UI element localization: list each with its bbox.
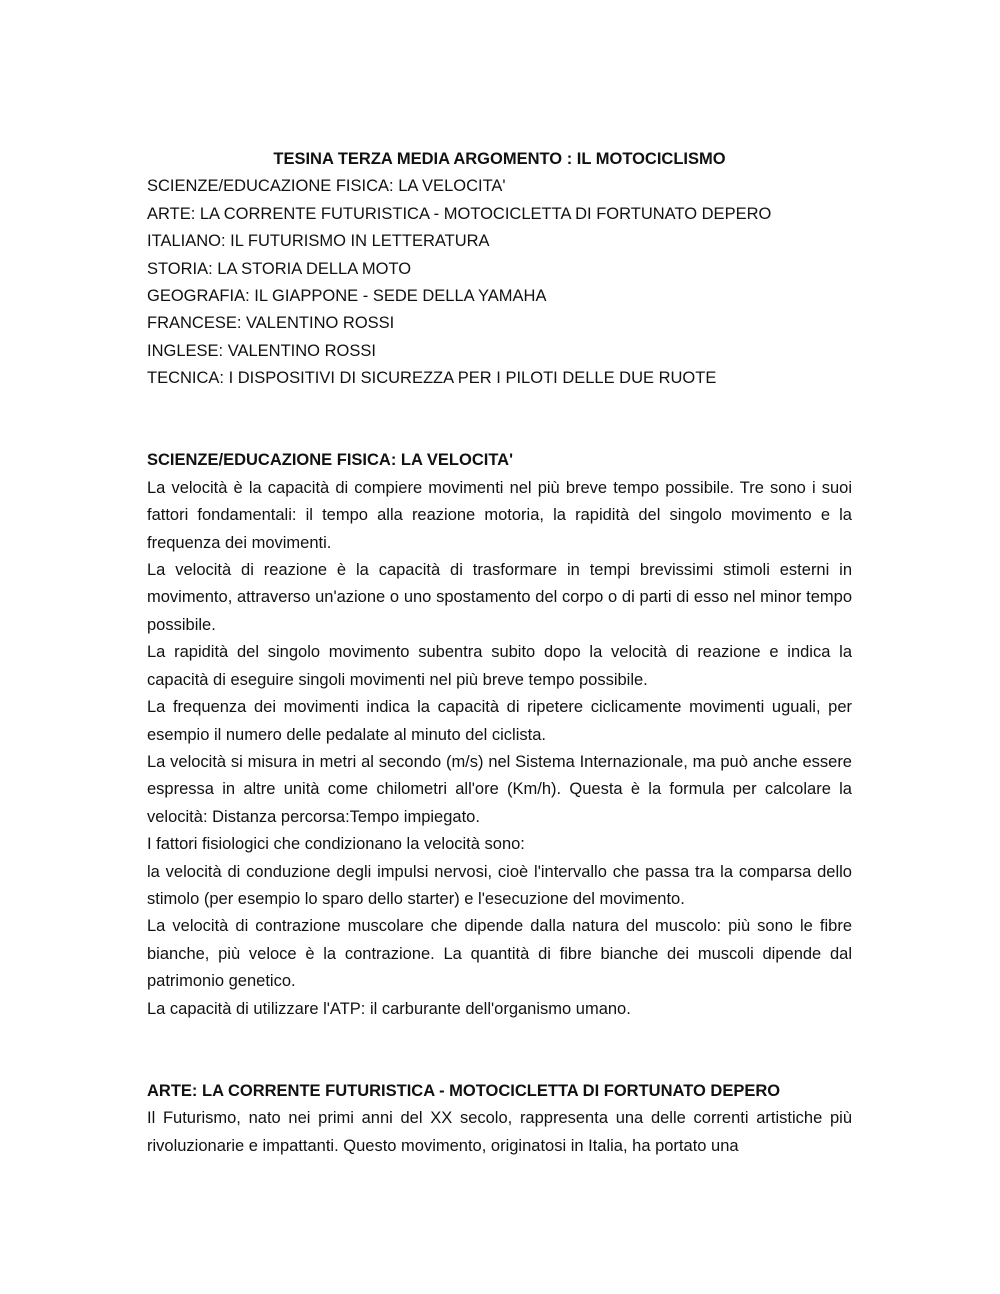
paragraph: La velocità è la capacità di compiere movimenti nel più breve tempo possibile. Tre sono i suoi fattori fondamentali: il tempo alla reazione motoria, la rapidità del singolo movimento e la frequenza dei movimenti. [147, 478, 852, 552]
toc-item: SCIENZE/EDUCAZIONE FISICA: LA VELOCITA' [147, 177, 506, 196]
toc-item: FRANCESE: VALENTINO ROSSI [147, 314, 395, 333]
paragraph: La velocità di reazione è la capacità di trasformare in tempi brevissimi stimoli esterni in movimento, attraverso un'azione o uno spostamento del corpo o di parti di esso nel minor tempo possibile. [147, 561, 852, 634]
section-velocita [147, 447, 852, 1023]
paragraph: I fattori fisiologici che condizionano la velocità sono: [147, 835, 525, 854]
table-of-contents [147, 173, 852, 392]
document-title: TESINA TERZA MEDIA ARGOMENTO : IL MOTOCICLISMO [273, 150, 726, 168]
section-heading: SCIENZE/EDUCAZIONE FISICA: LA VELOCITA' [147, 451, 514, 470]
toc-item: GEOGRAFIA: IL GIAPPONE - SEDE DELLA YAMAHA [147, 287, 547, 306]
section-spacer [147, 393, 852, 448]
toc-item: ARTE: LA CORRENTE FUTURISTICA - MOTOCICLETTA DI FORTUNATO DEPERO [147, 204, 772, 223]
paragraph: La velocità di contrazione muscolare che dipende dalla natura del muscolo: più sono le fibre bianche, più veloce è la contrazione. La quantità di fibre bianche dei muscoli dipende dal patrimonio genetico. [147, 917, 852, 991]
paragraph: La velocità si misura in metri al secondo (m/s) nel Sistema Internazionale, ma può anche essere espressa in altre unità come chilometri all'ore (Km/h). Questa è la formula per calcolare la velocità: Distanza percorsa:Tempo impiegato. [147, 752, 852, 826]
paragraph: La capacità di utilizzare l'ATP: il carburante dell'organismo umano. [147, 999, 631, 1018]
toc-item: INGLESE: VALENTINO ROSSI [147, 341, 376, 360]
paragraph: Il Futurismo, nato nei primi anni del XX secolo, rappresenta una delle correnti artistiche più rivoluzionarie e impattanti. Questo movimento, originatosi in Italia, ha portato una [147, 1109, 852, 1155]
paragraph: La rapidità del singolo movimento subentra subito dopo la velocità di reazione e indica la capacità di eseguire singoli movimenti nel più breve tempo possibile. [147, 643, 852, 689]
toc-item: TECNICA: I DISPOSITIVI DI SICUREZZA PER I PILOTI DELLE DUE RUOTE [147, 369, 717, 388]
paragraph: La frequenza dei movimenti indica la capacità di ripetere ciclicamente movimenti uguali, per esempio il numero delle pedalate al minuto del ciclista. [147, 698, 852, 744]
toc-item: ITALIANO: IL FUTURISMO IN LETTERATURA [147, 232, 490, 251]
section-spacer [147, 1023, 852, 1078]
section-heading: ARTE: LA CORRENTE FUTURISTICA - MOTOCICLETTA DI FORTUNATO DEPERO [147, 1081, 781, 1100]
document-body [147, 146, 852, 1160]
paragraph: la velocità di conduzione degli impulsi nervosi, cioè l'intervallo che passa tra la comparsa dello stimolo (per esempio lo sparo dello starter) e l'esecuzione del movimento. [147, 862, 852, 908]
toc-item: STORIA: LA STORIA DELLA MOTO [147, 259, 412, 278]
section-arte [147, 1078, 852, 1160]
